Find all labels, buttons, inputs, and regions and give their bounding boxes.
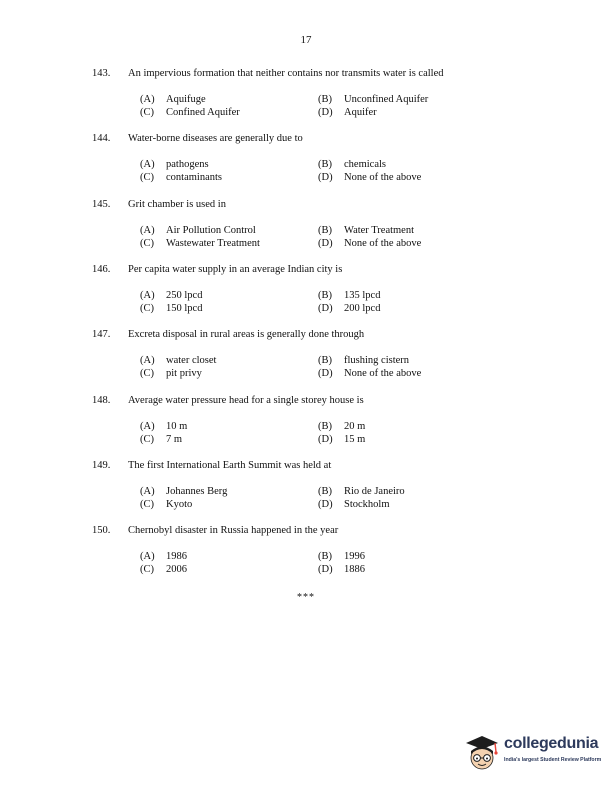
option-text: None of the above [344, 238, 422, 249]
option-text: Aquifuge [166, 94, 206, 105]
question-text: Average water pressure head for a single storey house is [128, 395, 364, 406]
answer-option [318, 237, 498, 250]
question-number: 144. [92, 133, 111, 144]
option-text: 150 lpcd [166, 303, 203, 314]
answer-option [140, 158, 318, 171]
option-text: pathogens [166, 159, 209, 170]
option-text: 20 m [344, 421, 366, 432]
option-text: Aquifer [344, 107, 377, 118]
option-label: (C) [140, 238, 154, 249]
answer-option [318, 367, 498, 380]
option-grid [140, 550, 572, 576]
option-label: (B) [318, 421, 332, 432]
option-label: (B) [318, 355, 332, 366]
option-text: Rio de Janeiro [344, 486, 405, 497]
student-mascot-icon [462, 730, 502, 776]
option-text: water closet [166, 355, 217, 366]
option-label: (C) [140, 172, 154, 183]
answer-option [318, 550, 498, 563]
question-number: 146. [92, 264, 111, 275]
answer-option [140, 289, 318, 302]
question-header [92, 328, 572, 342]
answer-option [318, 420, 498, 433]
question-block [92, 524, 572, 576]
answer-option [140, 485, 318, 498]
collegedunia-logo[interactable] [462, 730, 610, 780]
option-label: (B) [318, 225, 332, 236]
answer-option [318, 433, 498, 446]
option-label: (C) [140, 434, 154, 445]
answer-option [140, 498, 318, 511]
answer-option [318, 498, 498, 511]
answer-option [318, 289, 498, 302]
answer-option [140, 93, 318, 106]
option-label: (B) [318, 94, 332, 105]
option-label: (B) [318, 290, 332, 301]
option-label: (A) [140, 290, 155, 301]
option-label: (A) [140, 94, 155, 105]
option-label: (C) [140, 107, 154, 118]
question-header [92, 394, 572, 408]
option-text: 1986 [166, 551, 187, 562]
option-text: 200 lpcd [344, 303, 381, 314]
answer-option [318, 158, 498, 171]
option-text: chemicals [344, 159, 386, 170]
option-text: 250 lpcd [166, 290, 203, 301]
question-header [92, 459, 572, 473]
option-label: (D) [318, 238, 333, 249]
option-label: (B) [318, 486, 332, 497]
option-label: (D) [318, 303, 333, 314]
page-number: 17 [300, 34, 312, 46]
option-grid [140, 224, 572, 250]
answer-option [140, 106, 318, 119]
answer-option [318, 93, 498, 106]
question-text: The first International Earth Summit was held at [128, 460, 332, 471]
answer-option [318, 302, 498, 315]
question-number: 150. [92, 525, 111, 536]
question-block [92, 67, 572, 119]
option-label: (C) [140, 368, 154, 379]
option-label: (D) [318, 564, 333, 575]
option-label: (A) [140, 551, 155, 562]
end-mark: *** [297, 592, 315, 603]
question-number: 145. [92, 199, 111, 210]
option-text: Stockholm [344, 499, 390, 510]
option-label: (C) [140, 303, 154, 314]
option-text: pit privy [166, 368, 202, 379]
option-label: (A) [140, 159, 155, 170]
answer-option [140, 433, 318, 446]
option-text: None of the above [344, 172, 422, 183]
option-text: None of the above [344, 368, 422, 379]
option-text: Johannes Berg [166, 486, 228, 497]
question-header [92, 263, 572, 277]
logo-tagline: India's largest Student Review Platform [504, 757, 602, 763]
answer-option [140, 237, 318, 250]
question-header [92, 524, 572, 538]
logo-name: collegedunia [504, 735, 599, 752]
question-text: Grit chamber is used in [128, 199, 226, 210]
question-block [92, 198, 572, 250]
option-label: (D) [318, 368, 333, 379]
option-text: Air Pollution Control [166, 225, 256, 236]
option-label: (A) [140, 421, 155, 432]
option-grid [140, 485, 572, 511]
question-text: Excreta disposal in rural areas is generally done through [128, 329, 365, 340]
option-grid [140, 289, 572, 315]
answer-option [318, 224, 498, 237]
option-text: Wastewater Treatment [166, 238, 260, 249]
option-text: Unconfined Aquifer [344, 94, 429, 105]
option-label: (D) [318, 172, 333, 183]
option-grid [140, 420, 572, 446]
answer-option [318, 563, 498, 576]
option-label: (B) [318, 551, 332, 562]
option-label: (C) [140, 564, 154, 575]
question-text: Chernobyl disaster in Russia happened in the year [128, 525, 339, 536]
answer-option [140, 224, 318, 237]
question-header [92, 67, 572, 81]
option-text: Confined Aquifer [166, 107, 240, 118]
option-text: contaminants [166, 172, 222, 183]
answer-option [140, 354, 318, 367]
option-text: flushing cistern [344, 355, 410, 366]
question-block [92, 328, 572, 380]
answer-option [140, 367, 318, 380]
option-label: (A) [140, 225, 155, 236]
answer-option [318, 485, 498, 498]
question-text: Water-borne diseases are generally due to [128, 133, 303, 144]
option-text: 1886 [344, 564, 365, 575]
question-number: 143. [92, 68, 111, 79]
option-label: (D) [318, 107, 333, 118]
option-grid [140, 158, 572, 184]
option-text: 7 m [166, 434, 183, 445]
option-text: 1996 [344, 551, 365, 562]
question-block [92, 263, 572, 315]
question-block [92, 459, 572, 511]
question-block [92, 394, 572, 446]
option-text: 135 lpcd [344, 290, 381, 301]
question-block [92, 132, 572, 184]
answer-option [140, 420, 318, 433]
option-label: (C) [140, 499, 154, 510]
question-text: An impervious formation that neither contains nor transmits water is called [128, 68, 444, 79]
question-number: 148. [92, 395, 111, 406]
question-header [92, 198, 572, 212]
option-label: (A) [140, 355, 155, 366]
option-text: 2006 [166, 564, 187, 575]
answer-option [318, 354, 498, 367]
option-text: 15 m [344, 434, 366, 445]
question-number: 149. [92, 460, 111, 471]
option-grid [140, 93, 572, 119]
option-label: (B) [318, 159, 332, 170]
question-header [92, 132, 572, 146]
option-text: Kyoto [166, 499, 193, 510]
question-number: 147. [92, 329, 111, 340]
option-label: (A) [140, 486, 155, 497]
answer-option [140, 302, 318, 315]
option-text: 10 m [166, 421, 188, 432]
option-grid [140, 354, 572, 380]
answer-option [318, 171, 498, 184]
answer-option [140, 171, 318, 184]
option-text: Water Treatment [344, 225, 415, 236]
answer-option [140, 563, 318, 576]
answer-option [140, 550, 318, 563]
answer-option [318, 106, 498, 119]
option-label: (D) [318, 499, 333, 510]
option-label: (D) [318, 434, 333, 445]
question-text: Per capita water supply in an average Indian city is [128, 264, 343, 275]
